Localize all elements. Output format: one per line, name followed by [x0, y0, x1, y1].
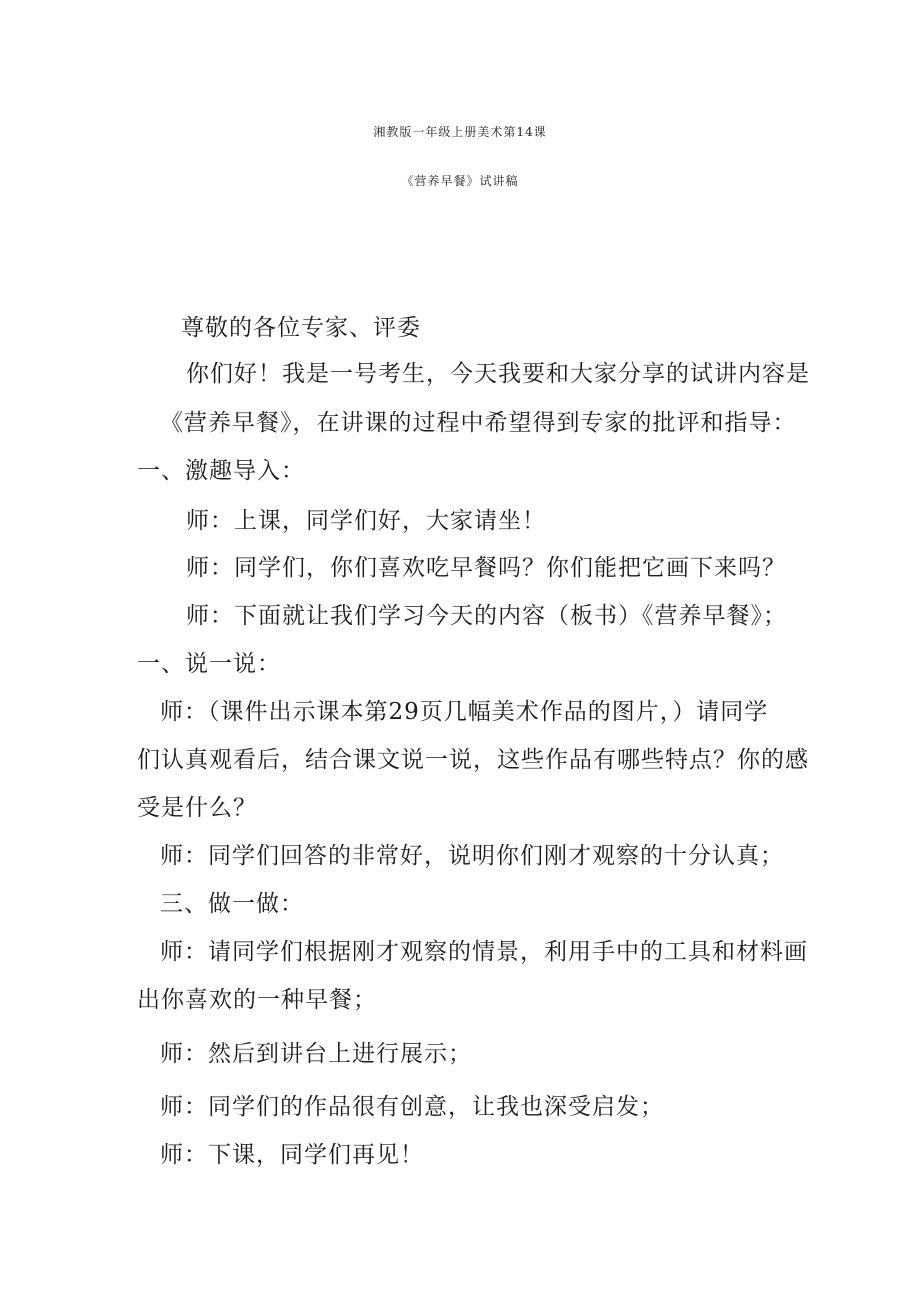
document-subtitle: 《营养早餐》试讲稿	[401, 174, 519, 188]
section-heading: 一、激趣导入：	[137, 458, 305, 484]
dialogue-line: 出你喜欢的一种早餐；	[137, 987, 377, 1013]
dialogue-line: 师：下课，同学们再见！	[160, 1142, 424, 1168]
section-heading: 三、做一做：	[160, 891, 304, 917]
document-title: 湘教版一年级上册美术第14课	[373, 125, 547, 139]
dialogue-line: 师：然后到讲台上进行展示；	[160, 1041, 472, 1067]
dialogue-line: 师：（课件出示课本第29页几幅美术作品的图片，）请同学	[160, 699, 769, 725]
dialogue-line: 师：同学们回答的非常好，说明你们刚才观察的十分认真；	[160, 843, 784, 869]
dialogue-line: 师：同学们的作品很有创意，让我也深受启发；	[160, 1094, 664, 1120]
dialogue-line: 受是什么？	[137, 795, 257, 821]
dialogue-line: 师：请同学们根据刚才观察的情景，利用手中的工具和材料画	[160, 939, 808, 965]
dialogue-line: 们认真观看后，结合课文说一说，这些作品有哪些特点？你的感	[137, 747, 809, 773]
intro-line: 你们好！我是一号考生，今天我要和大家分享的试讲内容是	[186, 361, 810, 387]
dialogue-line: 师：上课，同学们好，大家请坐！	[186, 508, 546, 534]
section-heading: 一、说一说：	[137, 651, 281, 677]
intro-line: 《营养早餐》，在讲课的过程中希望得到专家的批评和指导：	[160, 410, 797, 436]
greeting-line: 尊敬的各位专家、评委	[181, 315, 421, 341]
dialogue-line: 师：下面就让我们学习今天的内容（板书）《营养早餐》；	[186, 603, 787, 629]
dialogue-line: 师：同学们，你们喜欢吃早餐吗？你们能把它画下来吗？	[186, 555, 786, 581]
